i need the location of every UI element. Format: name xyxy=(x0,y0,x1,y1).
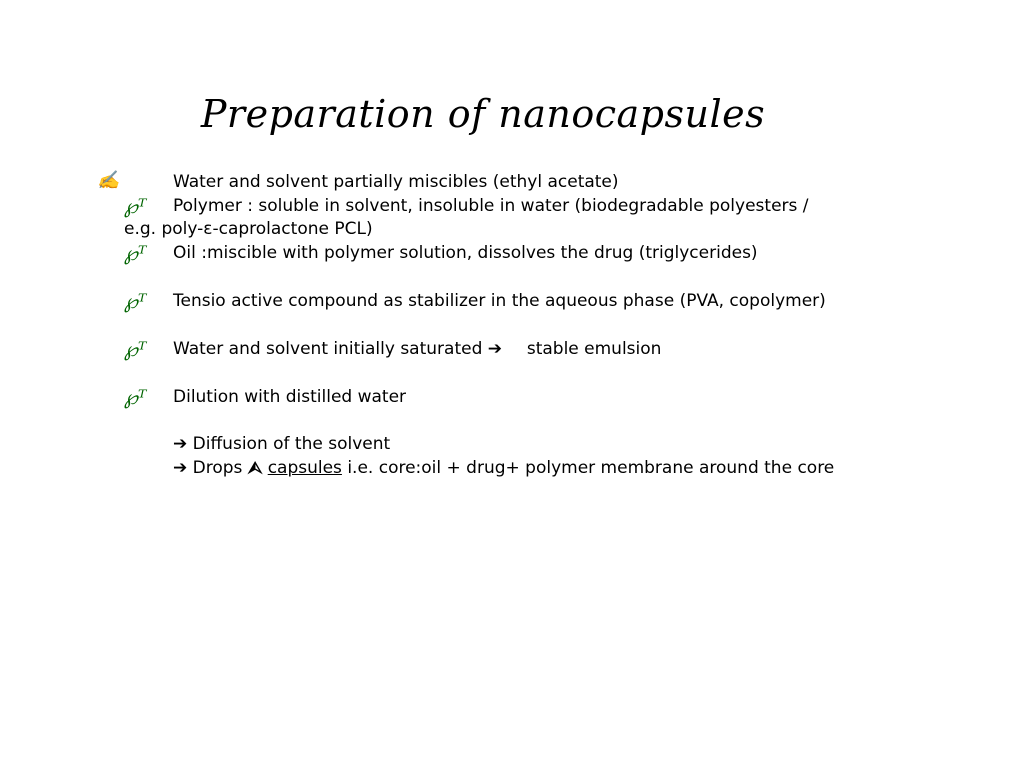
saturated-text: Water and solvent initially saturated xyxy=(173,339,483,359)
sub-bullet-icon: ℘ᵀ xyxy=(124,337,147,361)
bullet-polymer-continued: e.g. poly-ε-caprolactone PCL) xyxy=(124,219,373,239)
capsules-text: capsules xyxy=(267,458,342,478)
sub-bullet-icon: ℘ᵀ xyxy=(124,241,147,265)
bullet-dilution: Dilution with distilled water xyxy=(173,387,407,407)
right-arrow-icon: ➔ xyxy=(173,434,188,454)
diffusion-line xyxy=(173,434,390,454)
bullet-water-solvent: Water and solvent partially miscibles (ethyl acetate) xyxy=(173,172,619,192)
core-description-text: i.e. core:oil + drug+ polymer membrane around the core xyxy=(341,458,835,478)
sub-bullet-icon: ℘ᵀ xyxy=(124,385,147,409)
right-arrow-icon: ➔ xyxy=(173,458,188,478)
bullet-polymer: Polymer : soluble in solvent, insoluble in water (biodegradable polyesters / xyxy=(173,196,809,216)
sub-bullet-icon: ℘ᵀ xyxy=(124,194,147,218)
slide-title: Preparation of nanocapsules xyxy=(200,92,766,136)
right-arrow-icon: ➔ xyxy=(487,339,503,359)
bullet-tensio-active: Tensio active compound as stabilizer in the aqueous phase (PVA, copolymer) xyxy=(173,291,826,311)
up-caret-icon: ⮙ xyxy=(247,458,263,478)
diffusion-text: Diffusion of the solvent xyxy=(192,434,391,454)
bullet-oil: Oil :miscible with polymer solution, dissolves the drug (triglycerides) xyxy=(173,243,758,263)
writing-hand-icon: ✍ xyxy=(97,170,120,191)
bullet-saturated xyxy=(173,339,661,359)
sub-bullet-icon: ℘ᵀ xyxy=(124,289,147,313)
drops-line xyxy=(173,458,834,478)
stable-emulsion-text: stable emulsion xyxy=(526,339,662,359)
drops-text: Drops xyxy=(192,458,243,478)
